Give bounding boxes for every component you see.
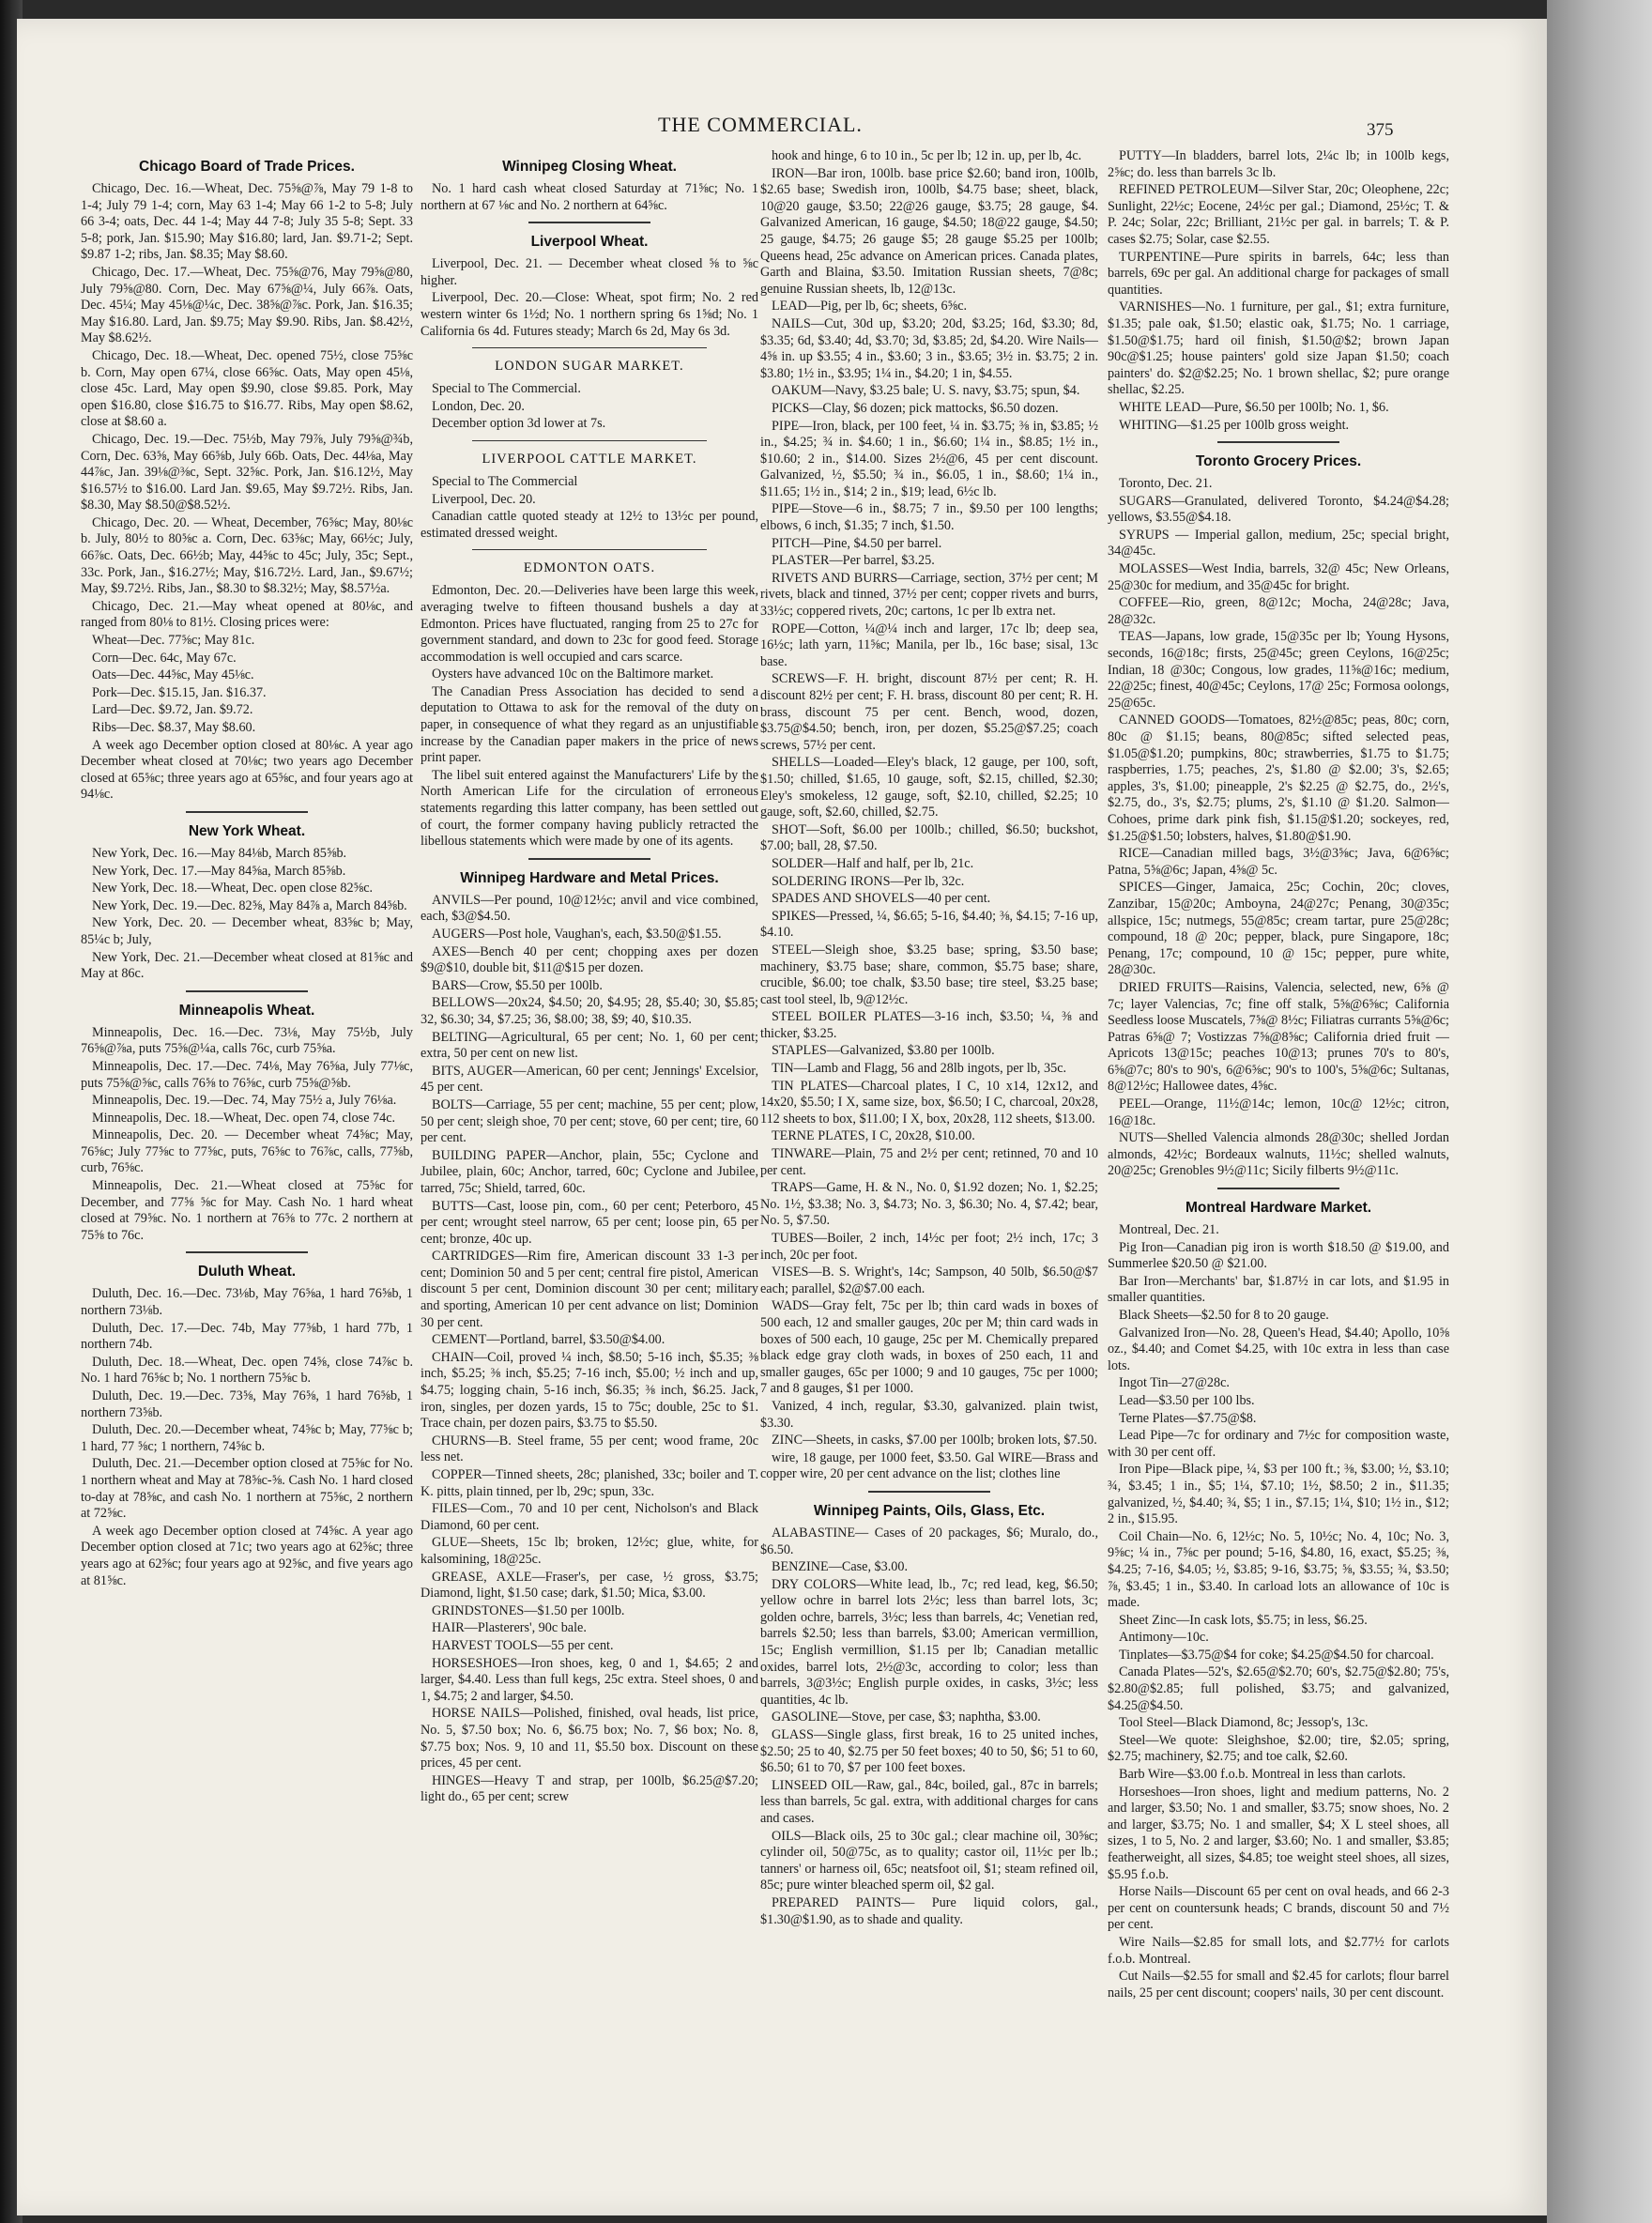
price-paragraph: CARTRIDGES—Rim fire, American discount 33 1-3 per cent; Dominion 50 and 5 per cent; central fire pistol, American discount 5 per cent, Dominion discount 30 per cent; military and sporting, American 10 per cent advance on list; Dominion 30 per cent. (421, 1249, 758, 1330)
price-paragraph: SOLDER—Half and half, per lb, 21c. (772, 855, 974, 871)
price-paragraph: SUGARS—Granulated, delivered Toronto, $4.24@$4.28; yellows, $3.55@$4.18. (1108, 493, 1449, 526)
price-paragraph: CANNED GOODS—Tomatoes, 82½@85c; peas, 80c; corn, 80c @ $1.15; beans, 80@85c; sifted selected peas, $1.05@$1.20; pumpkins, 80c; strawberries, $1.75 to $1.75; raspberries, 1.75; peaches, 2's, $1.80 @ $2.00; 3's, $2.65; apples, 3's, $1.00; pineapple, 2's $2.25 @ $2.75, do., 2½'s, $2.75, do., 3's, $2.75; plums, 2's, $1.10 @ $1.20. Salmon—Cohoes, prime dark pink fish, $1.15@$1.20; sockeyes, red, $1.25@$1.50; lobsters, halves, $1.80@$1.90. (1108, 713, 1449, 844)
price-paragraph: Galvanized Iron—No. 28, Queen's Head, $4.40; Apollo, 10⅝ oz., $4.40; and Comet $4.25, with 10c extra in less than case lots. (1108, 1325, 1449, 1373)
price-paragraph: BUTTS—Cast, loose pin, com., 60 per cent; Peterboro, 45 per cent; wrought steel narrow, 65 per cent; loose pin, 65 per cent; bronze, 40c up. (421, 1198, 758, 1247)
price-paragraph: GLUE—Sheets, 15c lb; broken, 12½c; glue, white, for kalsomining, 18@25c. (421, 1535, 758, 1567)
price-paragraph: Tool Steel—Black Diamond, 8c; Jessop's, 13c. (1119, 1715, 1369, 1731)
price-paragraph: Lard—Dec. $9.72, Jan. $9.72. (92, 702, 253, 718)
price-paragraph: Wheat—Dec. 77⅝c; May 81c. (92, 633, 255, 649)
price-paragraph: VISES—B. S. Wright's, 14c; Sampson, 40 50lb, $6.50@$7 each; parallel, $2@$7.00 each. (760, 1265, 1098, 1296)
price-paragraph: BELLOWS—20x24, $4.50; 20, $4.95; 28, $5.40; 30, $5.85; 32, $6.30; 34, $7.25; 36, $8.00; 38, $9; 40, $10.35. (421, 995, 758, 1027)
section-heading: Liverpool Wheat. (530, 234, 649, 251)
price-paragraph: Duluth, Dec. 20.—December wheat, 74⅝c b; May, 77⅝c b; 1 hard, 77 ⅝c; 1 northern, 74⅝c b. (81, 1422, 413, 1454)
price-paragraph: Corn—Dec. 64c, May 67c. (92, 650, 237, 666)
price-paragraph: HARVEST TOOLS—55 per cent. (432, 1637, 614, 1653)
price-paragraph: HORSESHOES—Iron shoes, keg, 0 and 1, $4.65; 2 and larger, $4.40. Less than full kegs, 25c extra. Steel shoes, 0 and 1, $4.75; 2 and larger, $4.50. (421, 1655, 758, 1704)
price-paragraph: SYRUPS — Imperial gallon, medium, 25c; special bright, 34@45c. (1108, 527, 1449, 560)
price-paragraph: Minneapolis, Dec. 21.—Wheat closed at 75⅝c for December, and 77⅝ ⅝c for May. Cash No. 1 hard wheat closed at 79⅝c. No. 1 northern at 76⅝ to 77c. 2 northern at 75⅝ to 76c. (81, 1178, 413, 1243)
price-paragraph: NUTS—Shelled Valencia almonds 28@30c; shelled Jordan almonds, 42½c; Bordeaux walnuts, 11½c; shelled walnuts, 20@25c; Grenobles 9½@11c; Sicily filberts 9½@11c. (1108, 1130, 1449, 1179)
price-paragraph: PICKS—Clay, $6 dozen; pick mattocks, $6.50 dozen. (772, 400, 1059, 416)
price-paragraph: WADS—Gray felt, 75c per lb; thin card wads in boxes of 500 each, 12 and smaller gauges, 20c per M; thin card wads in boxes of 500 each, 10 gauge, 25c per M. Chemically prepared black edge gray cloth wads, in boxes of 250 each, 11 and smaller gauges, 65c per 1000; 9 and 10 gauges, 75c per 1000; 7 and 8 gauges, $1 per 1000. (760, 1298, 1098, 1397)
section-heading: Duluth Wheat. (197, 1264, 297, 1280)
price-paragraph: Chicago, Dec. 16.—Wheat, Dec. 75⅝@⅞, May 79 1-8 to 1-4; July 79 1-4; corn, May 63 1-4; May 66 1-2 to 5-8; July 66 3-4; oats, Dec. 44 1-4; May 44 7-8; July 35 5-8; Sept. 33 5-8; pork, Jan. $15.90; May $16.80; lard, Jan. $9.71-2; Sept. $9.87 1-2; ribs, Jan. $8.35; May $8.60. (81, 181, 413, 263)
price-paragraph: PREPARED PAINTS— Pure liquid colors, gal., $1.30@$1.90, as to shade and quality. (760, 1894, 1098, 1927)
price-paragraph: STEEL BOILER PLATES—3-16 inch, $3.50; ¼, ⅜ and thicker, $3.25. (760, 1009, 1098, 1041)
price-paragraph: GLASS—Single glass, first break, 16 to 25 united inches, $2.50; 25 to 40, $2.75 per 50 feet boxes; 40 to 50, $6; 51 to 60, $6.50; 61 to 70, $7 per 100 feet boxes. (760, 1727, 1098, 1776)
price-paragraph: Liverpool, Dec. 21. — December wheat closed ⅝ to ⅝c higher. (421, 256, 758, 288)
price-paragraph: Duluth, Dec. 18.—Wheat, Dec. open 74⅝, close 74⅞c b. No. 1 hard 76⅝c b; No. 1 northern 75⅝c b. (81, 1354, 413, 1387)
price-paragraph: TEAS—Japans, low grade, 15@35c per lb; Young Hysons, seconds, 16@18c; firsts, 25@45c; green Ceylons, 16@25c; Indian, 18 @30c; Congous, low grades, 11⅝@16c; medium, 22@25c; finest, 40@45c; Ceylons, 17@ 25c; Formosa oolongs, 25@65c. (1108, 629, 1449, 711)
price-paragraph: BENZINE—Case, $3.00. (772, 1559, 909, 1575)
price-paragraph: Lead Pipe—7c for ordinary and 7½c for composition waste, with 30 per cent off. (1108, 1428, 1449, 1460)
price-paragraph: PITCH—Pine, $4.50 per barrel. (772, 535, 942, 551)
price-paragraph: TUBES—Boiler, 2 inch, 14½c per foot; 2½ inch, 17c; 3 inch, 20c per foot. (760, 1231, 1098, 1263)
price-paragraph: Canadian cattle quoted steady at 12½ to 13½c per pound, estimated dressed weight. (421, 509, 758, 541)
price-paragraph: Chicago, Dec. 19.—Dec. 75½b, May 79⅞, July 79⅝@¾b, Corn, Dec. 63⅝, May 66⅝b, July 66b. Oats, Dec. 44⅛a, May 44⅞c, Jan. 39⅛@⅜c, Sept. 32⅝c. Pork, Jan. $16.12½, May $16.57½ to $16.00. Lard Jan. $9.65, May $9.72½. Ribs, Jan. $8.30, May $8.50@$8.52½. (81, 431, 413, 514)
price-paragraph: Chicago, Dec. 18.—Wheat, Dec. opened 75½, close 75⅝c b. Corn, May open 67¼, close 66⅝c. Oats, May open 45⅛, close 45c. Lard, May open $9.90, close $9.85. Pork, May open $16.80, close $16.75 to $16.77. Ribs, May open $8.62, close at $8.60 a. (81, 347, 413, 430)
price-paragraph: COFFEE—Rio, green, 8@12c; Mocha, 24@28c; Java, 28@32c. (1108, 595, 1449, 627)
price-paragraph: Coil Chain—No. 6, 12½c; No. 5, 10½c; No. 4, 10c; No. 3, 9⅝c; ¼ in., 7⅝c per pound; 5-16, $4.80, 16, exact, $5.25; ⅜, $4.25; 7-16, $4.05; ½, $3.85; 9-16, $3.75; ⅝, $3.55; ¾, $3.50; ⅞, $3.45; 1 in., $3.40. In carload lots an allowance of 10c is made. (1108, 1528, 1449, 1611)
price-paragraph: MOLASSES—West India, barrels, 32@ 45c; New Orleans, 25@30c for medium, and 35@45c for bright. (1108, 561, 1449, 593)
price-paragraph: London, Dec. 20. (432, 398, 525, 414)
price-paragraph: Minneapolis, Dec. 16.—Dec. 73⅛, May 75½b, July 76⅝@⅞a, puts 75⅝@¼a, calls 76c, curb 75⅝a. (81, 1024, 413, 1057)
price-paragraph: SHOT—Soft, $6.00 per 100lb.; chilled, $6.50; buckshot, $7.00; ball, 28, $7.50. (760, 821, 1098, 854)
price-paragraph: BELTING—Agricultural, 65 per cent; No. 1, 60 per cent; extra, 50 per cent on new list. (421, 1029, 758, 1062)
price-paragraph: New York, Dec. 19.—Dec. 82⅝, May 84⅞ a, March 84⅝b. (92, 897, 407, 913)
section-divider (186, 990, 308, 992)
section-divider (186, 1251, 308, 1253)
price-paragraph: Liverpool, Dec. 20. (432, 491, 536, 507)
price-paragraph: Chicago, Dec. 17.—Wheat, Dec. 75⅝@76, May 79⅝@80, July 79⅝@80. Corn, Dec. May 67⅝@¼, July 66⅞. Oats, Dec. 45¼; May 45⅛@¼c, Dec. 38⅝@⅞c. Pork, Jan. $16.35; May $16.80. Lard, Jan. $9.75; May $9.90. Ribs, Jan. $8.42½, May $8.62½. (81, 264, 413, 346)
price-paragraph: PEEL—Orange, 11½@14c; lemon, 10c@ 12½c; citron, 16@18c. (1108, 1096, 1449, 1128)
price-paragraph: Duluth, Dec. 17.—Dec. 74b, May 77⅝b, 1 hard 77b, 1 northern 74b. (81, 1320, 413, 1353)
price-paragraph: DRY COLORS—White lead, lb., 7c; red lead, keg, $6.50; yellow ochre in barrel lots 2½c; less than barrel lots, 3c; golden ochre, barrels, 3½c; less than barrels, 4c; Venetian red, barrels $2.50; less than barrels, $3.00; American vermillion, 15c; English vermillion, $1.15 per lb; Canadian metallic oxides, barrel lots, 2½@3c, according to color; less than barrels, 3@3½c; English purple oxides, in casks, 3½c; less quantities, 4c lb. (760, 1576, 1098, 1708)
price-paragraph: Minneapolis, Dec. 19.—Dec. 74, May 75½ a, July 76⅛a. (92, 1093, 397, 1109)
price-paragraph: SPICES—Ginger, Jamaica, 25c; Cochin, 20c; cloves, Zanzibar, 15@20c; Amboyna, 24@27c; Penang, 30@35c; allspice, 15c; nutmegs, 55@85c; cream tartar, pure 25@28c; compound, 18 @ 20c; pepper, black, pure Singapore, 18c; Penang, 17c; compound, 10 @ 15c; pepper, pure white, 28@30c. (1108, 880, 1449, 978)
price-paragraph: OILS—Black oils, 25 to 30c gal.; clear machine oil, 30⅝c; cylinder oil, 50@75c, as to quality; castor oil, 11½c per lb.; tanners' or harness oil, 65c; neatsfoot oil, $1; steam refined oil, 85c; pure winter bleached sperm oil, $2 gal. (760, 1828, 1098, 1893)
price-paragraph: TRAPS—Game, H. & N., No. 0, $1.92 dozen; No. 1, $2.25; No. 1½, $3.38; No. 3, $4.73; No. 3, $6.30; No. 4, $7.42; bear, No. 5, $7.50. (760, 1180, 1098, 1229)
price-paragraph: RIVETS AND BURRS—Carriage, section, 37½ per cent; M rivets, black and tinned, 37½ per cent; copper rivets and burrs, 33½c; coppered rivets, 20c; cartons, 1c per lb extra net. (760, 570, 1098, 620)
price-paragraph: DRIED FRUITS—Raisins, Valencia, selected, new, 6⅝ @ 7c; layer Valencias, 7c; fine off stalk, 5⅝@6⅝c; California Seedless loose Muscatels, 7⅝@ 8½c; Filiatras currants 5⅝@6c; Patras 6⅝@ 7; Vostizzas 7⅝@8⅝c; California dried fruit —Apricots 13@15c; peaches 10@13; prunes 70's to 80's, 6⅝@7c; 80's to 90's, 6@6⅝c; 90's to 100's, 5⅝@6c; Sultanas, 8@12½c; Hallowee dates, 4⅝c. (1108, 979, 1449, 1095)
price-paragraph: LEAD—Pig, per lb, 6c; sheets, 6⅝c. (772, 299, 968, 314)
price-paragraph: PIPE—Stove—6 in., $8.75; 7 in., $9.50 per 100 lengths; elbows, 6 inch, $1.35; 7 inch, $1.50. (760, 501, 1098, 534)
price-paragraph: wire, 18 gauge, per 1000 feet, $3.50. Gal WIRE—Brass and copper wire, 20 per cent advance on the list; clothes line (760, 1449, 1098, 1482)
price-paragraph: TIN PLATES—Charcoal plates, I C, 10 x14, 12x12, and 14x20, $5.50; I X, same size, box, $6.50; I C, charcoal, 20x28, 112 sheets to box, $11.00; I X, box, 20x28, 112 sheets, $13.00. (760, 1078, 1098, 1127)
price-paragraph: CEMENT—Portland, barrel, $3.50@$4.00. (432, 1332, 665, 1348)
price-paragraph: No. 1 hard cash wheat closed Saturday at 71⅝c; No. 1 northern at 67 ⅛c and No. 2 northern at 64⅝c. (421, 181, 758, 213)
price-paragraph: TERNE PLATES, I C, 20x28, $10.00. (772, 1128, 975, 1144)
price-paragraph: AUGERS—Post hole, Vaughan's, each, $3.50@$1.55. (432, 927, 722, 942)
price-paragraph: WHITE LEAD—Pure, $6.50 per 100lb; No. 1, $6. (1119, 399, 1389, 415)
price-paragraph: CHAIN—Coil, proved ¼ inch, $8.50; 5-16 inch, $5.35; ⅜ inch, $5.25; ⅜ inch, $5.25; 7-16 inch, $5.00; ½ inch and up, $4.75; logging chain, 5-16 inch, $6.35; ⅜ inch, $6.25. Jack, iron, singles, per dozen yards, 15 to 75c; double, 25c to $1. Trace chain, per dozen pairs, $3.75 to $5.50. (421, 1349, 758, 1432)
price-paragraph: Antimony—10c. (1119, 1630, 1209, 1646)
price-paragraph: Chicago, Dec. 20. — Wheat, December, 76⅝c; May, 80⅛c b. July, 80½ to 80⅝c a. Corn, Dec. 63⅝c; May, 66½c; July, 66⅞c. Oats, Dec. 66½b; May, 44⅝c to 45c; July, 35c; Sept., 33c. Pork, Jan., $16.27½; May, $16.72½. Lard, Jan., $9.67½; May, $9.72½. Ribs, Jan., $8.30 to $8.32½; May, $8.57½a. (81, 514, 413, 597)
section-heading: Montreal Hardware Market. (1185, 1200, 1372, 1217)
price-paragraph: SPADES AND SHOVELS—40 per cent. (772, 891, 991, 907)
price-paragraph: New York, Dec. 18.—Wheat, Dec. open close 82⅝c. (92, 881, 374, 897)
price-paragraph: Minneapolis, Dec. 20. — December wheat 74⅝c; May, 76⅝c; July 77⅝c to 77⅝c, puts, 76⅝c to 76⅞c, calls, 77⅝b, curb, 76⅝c. (81, 1127, 413, 1176)
price-paragraph: Chicago, Dec. 21.—May wheat opened at 80⅛c, and ranged from 80⅛ to 81½. Closing prices were: (81, 598, 413, 631)
price-paragraph: IRON—Bar iron, 100lb. base price $2.60; band iron, 100lb, $2.65 base; Swedish iron, 100lb, $4.75 base; sheet, black, 10@20 gauge, $3.50; 22@26 gauge, $3.75; 28 gauge, $4. Galvanized American, 16 gauge, $4.50; 18@22 gauge, $4.50; 25 gauge, $4.75; 26 gauge $5; 28 gauge $5.25 per 100lb; Queens head, 25c advance on American prices. Canada plates, Garth and Blaina, $3.50. Imitation Russian sheets, 7@8c; genuine Russian sheets, lb, 12@13c. (760, 165, 1098, 297)
running-title: THE COMMERCIAL. (658, 113, 863, 136)
price-paragraph: Wire Nails—$2.85 for small lots, and $2.77½ for carlots f.o.b. Montreal. (1108, 1934, 1449, 1967)
price-paragraph: TINWARE—Plain, 75 and 2½ per cent; retinned, 70 and 10 per cent. (760, 1146, 1098, 1178)
price-paragraph: ROPE—Cotton, ¼@¼ inch and larger, 17c lb; deep sea, 16½c; lath yarn, 11⅝c; Manila, per lb., 16c base; sisal, 13c base. (760, 621, 1098, 669)
price-paragraph: BUILDING PAPER—Anchor, plain, 55c; Cyclone and Jubilee, plain, 60c; Anchor, tarred, 60c; Cyclone and Jubilee, tarred, 75c; Shield, tarred, 60c. (421, 1147, 758, 1196)
price-paragraph: hook and hinge, 6 to 10 in., 5c per lb; 12 in. up, per lb, 4c. (772, 148, 1082, 163)
price-paragraph: BOLTS—Carriage, 55 per cent; machine, 55 per cent; plow, 50 per cent; sleigh shoe, 70 per cent; stove, 60 per cent; tire, 60 per cent. (421, 1096, 758, 1146)
page-number: 375 (1367, 120, 1394, 140)
section-heading: Toronto Grocery Prices. (1195, 453, 1362, 470)
price-paragraph: Special to The Commercial (432, 473, 578, 489)
price-paragraph: TIN—Lamb and Flagg, 56 and 28lb ingots, per lb, 35c. (772, 1061, 1067, 1077)
price-paragraph: Toronto, Dec. 21. (1119, 476, 1213, 492)
price-paragraph: WHITING—$1.25 per 100lb gross weight. (1119, 417, 1350, 433)
price-paragraph: The libel suit entered against the Manufacturers' Life by the North American Life for the circulation of erroneous statements regarding this latter company, has been settled out of court, the former company having publicly retracted the libellous statements which were made by one of its agents. (421, 767, 758, 850)
price-paragraph: HAIR—Plasterers', 90c bale. (432, 1620, 587, 1636)
price-paragraph: Iron Pipe—Black pipe, ¼, $3 per 100 ft.; ⅜, $3.00; ½, $3.10; ¾, $3.45; 1 in., $5; 1¼, $7.10; 1½, $8.50; 2 in., $11.35; galvanized, ½, $4.40; ¾, $5; 1 in., $7.15; 1¼, $10; 1½ in., $12; 2 in., $15.95. (1108, 1462, 1449, 1527)
price-paragraph: CHURNS—B. Steel frame, 55 per cent; wood frame, 20c less net. (421, 1433, 758, 1465)
price-paragraph: New York, Dec. 20. — December wheat, 83⅝c b; May, 85¼c b; July, (81, 915, 413, 947)
price-paragraph: SCREWS—F. H. bright, discount 87½ per cent; R. H. discount 82½ per cent; F. H. brass, discount 80 per cent; R. H. brass, discount 75 per cent. Bench, wood, dozen, $3.75@$4.50; bench, iron, per dozen, $5.25@$7.25; coach screws, 57½ per cent. (760, 671, 1098, 753)
price-paragraph: FILES—Com., 70 and 10 per cent, Nicholson's and Black Diamond, 60 per cent. (421, 1501, 758, 1533)
price-paragraph: NAILS—Cut, 30d up, $3.20; 20d, $3.25; 16d, $3.30; 8d, $3.35; 6d, $3.40; 4d, $3.70; 3d, $3.85; 2d, $4.20. Wire Nails—4⅝ in. up $3.55; 4 in., $3.60; 3 in., $3.65; 3½ in. $3.75; 2 in. $3.80; 1½ in., $3.95; 1¼ in., $4.20; 1 in, $4.55. (760, 315, 1098, 381)
price-paragraph: PUTTY—In bladders, barrel lots, 2¼c lb; in 100lb kegs, 2⅝c; do. less than barrels 3c lb. (1108, 148, 1449, 180)
section-divider (472, 549, 707, 550)
price-paragraph: AXES—Bench 40 per cent; chopping axes per dozen $9@$10, double bit, $11@$15 per dozen. (421, 943, 758, 976)
column-2 (421, 148, 758, 1807)
price-paragraph: ZINC—Sheets, in casks, $7.00 per 100lb; broken lots, $7.50. (772, 1433, 1097, 1449)
price-paragraph: Minneapolis, Dec. 18.—Wheat, Dec. open 74, close 74c. (92, 1110, 396, 1126)
price-paragraph: Bar Iron—Merchants' bar, $1.87½ in car lots, and $1.95 in smaller quantities. (1108, 1273, 1449, 1306)
price-paragraph: STAPLES—Galvanized, $3.80 per 100lb. (772, 1043, 995, 1059)
price-paragraph: SPIKES—Pressed, ¼, $6.65; 5-16, $4.40; ⅜, $4.15; 7-16 up, $4.10. (760, 908, 1098, 941)
price-paragraph: GRINDSTONES—$1.50 per 100lb. (432, 1602, 625, 1618)
price-paragraph: ALABASTINE— Cases of 20 packages, $6; Muralo, do., $6.50. (760, 1525, 1098, 1557)
price-paragraph: Canada Plates—52's, $2.65@$2.70; 60's, $2.75@$2.80; 75's, $2.80@$2.85; full polished, $3.75; and galvanized, $4.25@$4.50. (1108, 1664, 1449, 1713)
section-divider (1217, 1188, 1339, 1189)
price-paragraph: HORSE NAILS—Polished, finished, oval heads, list price, No. 5, $7.50 box; No. 6, $6.75 box; No. 7, $6 box; No. 8, $7.75 box; Nos. 9, 10 and 11, $5.50 box. Discount on these prices, 45 per cent. (421, 1706, 758, 1771)
section-divider (868, 1491, 990, 1493)
price-paragraph: Oysters have advanced 10c on the Baltimore market. (432, 667, 714, 682)
section-heading: Minneapolis Wheat. (178, 1002, 315, 1019)
price-paragraph: Sheet Zinc—In cask lots, $5.75; in less, $6.25. (1119, 1612, 1368, 1628)
price-paragraph: Horseshoes—Iron shoes, light and medium patterns, No. 2 and larger, $3.50; No. 1 and smaller, $3.75; snow shoes, No. 2 and larger, $3.75; No. 1 and smaller, $4; X L steel shoes, all sizes, 1 to 5, No. 2 and larger, $3.60; No. 1 and smaller, $3.85; featherweight, all sizes, $4.85; toe weight steel shoes, all sizes, $5.95 f.o.b. (1108, 1784, 1449, 1882)
price-paragraph: A week ago December option closed at 74⅝c. A year ago December option closed at 71c; two years ago at 62⅝c; three years ago at 62⅝c; four years ago at 92⅝c, and five years ago at 81⅝c. (81, 1523, 413, 1588)
section-heading: Chicago Board of Trade Prices. (139, 159, 355, 175)
price-paragraph: GREASE, AXLE—Fraser's, per case, ½ gross, $3.75; Diamond, light, $1.50 case; dark, $1.50; Mica, $3.00. (421, 1569, 758, 1602)
section-divider (1217, 441, 1339, 443)
price-paragraph: Barb Wire—$3.00 f.o.b. Montreal in less than carlots. (1119, 1767, 1406, 1783)
section-heading: EDMONTON OATS. (523, 560, 656, 576)
price-paragraph: Duluth, Dec. 19.—Dec. 73⅝, May 76⅝, 1 hard 76⅝b, 1 northern 73⅝b. (81, 1388, 413, 1420)
price-paragraph: BITS, AUGER—American, 60 per cent; Jennings' Excelsior, 45 per cent. (421, 1063, 758, 1096)
price-paragraph: RICE—Canadian milled bags, 3½@3⅝c; Java, 6@6⅝c; Patna, 5⅝@6c; Japan, 4⅝@ 5c. (1108, 846, 1449, 878)
price-paragraph: Duluth, Dec. 16.—Dec. 73⅛b, May 76⅝a, 1 hard 76⅝b, 1 northern 73⅛b. (81, 1286, 413, 1319)
price-paragraph: Liverpool, Dec. 20.—Close: Wheat, spot firm; No. 2 red western winter 6s 1½d; No. 1 northern spring 6s 1⅝d; No. 1 California 6s 4d. Futures steady; March 6s 2d, May 6s 3d. (421, 290, 758, 339)
price-paragraph: REFINED PETROLEUM—Silver Star, 20c; Oleophene, 22c; Sunlight, 22½c; Eocene, 24½c per gal.; Diamond, 25½c; T. & P. 24c; Solar, 22c; Brilliant, 21½c per gal. in barrels; T. & P. cases $2.75; Solar, case $2.55. (1108, 182, 1449, 247)
section-heading: Winnipeg Closing Wheat. (502, 159, 677, 175)
column-3 (760, 148, 1098, 1929)
price-paragraph: BARS—Crow, $5.50 per 100lb. (432, 977, 603, 993)
price-paragraph: STEEL—Sleigh shoe, $3.25 base; spring, $3.50 base; machinery, $3.75 base; share, common, $5.75 base; share, crucible, $6.00; toe chalk, $3.50 base; tire steel, $3.25 base; cast tool steel, lb, 9@12½c. (760, 942, 1098, 1007)
price-paragraph: New York, Dec. 17.—May 84⅝a, March 85⅝b. (92, 863, 346, 879)
price-paragraph: Pork—Dec. $15.15, Jan. $16.37. (92, 684, 267, 700)
price-paragraph: A week ago December option closed at 80⅛c. A year ago December wheat closed at 70⅛c; two years ago December closed at 65⅝c; three years ago at 65⅝c, and four years ago at 94⅛c. (81, 737, 413, 803)
price-paragraph: TURPENTINE—Pure spirits in barrels, 64c; less than barrels, 69c per gal. An additional charge for packages of small quantities. (1108, 249, 1449, 298)
price-paragraph: Cut Nails—$2.55 for small and $2.45 for carlots; flour barrel nails, 25 per cent discount; coopers' nails, 30 per cent discount. (1108, 1969, 1449, 2001)
price-paragraph: PIPE—Iron, black, per 100 feet, ¼ in. $3.75; ⅜ in, $3.85; ½ in., $4.25; ¾ in. $4.60; 1 in., $6.60; 1¼ in., $8.85; 1½ in., $10.60; 2 in., $14.00. Sizes 2½@6, 45 per cent discount. Galvanized, ½, $5.50; ¾ in., $6.05, 1 in., $8.60; 1¼ in., $11.65; 1½ in., $14; 2 in., $19; lead, 6½c lb. (760, 418, 1098, 499)
price-paragraph: SOLDERING IRONS—Per lb, 32c. (772, 873, 965, 889)
price-paragraph: Steel—We quote: Sleighshoe, $2.00; tire, $2.05; spring, $2.75; machinery, $2.75; and toe calk, $2.60. (1108, 1732, 1449, 1765)
price-paragraph: Montreal, Dec. 21. (1119, 1222, 1219, 1238)
price-paragraph: Ingot Tin—27@28c. (1119, 1375, 1230, 1391)
price-paragraph: New York, Dec. 21.—December wheat closed at 81⅝c and May at 86c. (81, 949, 413, 982)
price-paragraph: PLASTER—Per barrel, $3.25. (772, 553, 935, 569)
section-divider (472, 347, 707, 348)
price-paragraph: The Canadian Press Association has decided to send a deputation to Ottawa to ask for the removal of the duty on paper, in consequence of what they regard as an unjustifiable increase by the Canadian paper makers in the price of news print paper. (421, 683, 758, 766)
price-paragraph: HINGES—Heavy T and strap, per 100lb, $6.25@$7.20; light do., 65 per cent; screw (421, 1772, 758, 1805)
price-paragraph: December option 3d lower at 7s. (432, 416, 606, 432)
price-paragraph: LINSEED OIL—Raw, gal., 84c, boiled, gal., 87c in barrels; less than barrels, 5c gal. extra, with additional charges for cans and cases. (760, 1777, 1098, 1826)
price-paragraph: GASOLINE—Stove, per case, $3; naphtha, $3.00. (772, 1709, 1041, 1725)
price-paragraph: Tinplates—$3.75@$4 for coke; $4.25@$4.50 for charcoal. (1119, 1647, 1434, 1663)
section-divider (528, 858, 650, 860)
section-divider (528, 222, 650, 223)
price-paragraph: Duluth, Dec. 21.—December option closed at 75⅝c for No. 1 northern wheat and May at 78⅝c-⅝. Cash No. 1 hard closed to-day at 78⅝c, and cash No. 1 northern at 75⅝c, 2 northern at 72⅝c. (81, 1456, 413, 1522)
price-paragraph: Horse Nails—Discount 65 per cent on oval heads, and 66 2-3 per cent on countersunk heads; C brands, discount 50 and 7½ per cent. (1108, 1884, 1449, 1933)
price-paragraph: New York, Dec. 16.—May 84⅛b, March 85⅝b. (92, 845, 347, 861)
price-paragraph: ANVILS—Per pound, 10@12½c; anvil and vice combined, each, $3@$4.50. (421, 892, 758, 925)
price-paragraph: Black Sheets—$2.50 for 8 to 20 gauge. (1119, 1308, 1329, 1323)
price-paragraph: SHELLS—Loaded—Eley's black, 12 gauge, per 100, soft, $1.50; chilled, $1.65, 10 gauge, soft, $2.15, chilled, $2.30; Eley's smokeless, 12 gauge, soft, $2.10, chilled, $2.25; 10 gauge, soft, $2.60, chilled, $2.75. (760, 755, 1098, 820)
price-paragraph: OAKUM—Navy, $3.25 bale; U. S. navy, $3.75; spun, $4. (772, 383, 1080, 399)
price-paragraph: Lead—$3.50 per 100 lbs. (1119, 1392, 1255, 1408)
price-paragraph: Minneapolis, Dec. 17.—Dec. 74⅛, May 76⅝a, July 77⅛c, puts 75⅝@⅝c, calls 76⅝ to 76⅝c, curb 75⅝@⅝b. (81, 1058, 413, 1091)
section-heading: Winnipeg Hardware and Metal Prices. (460, 869, 719, 886)
price-paragraph: COPPER—Tinned sheets, 28c; planished, 33c; boiler and T. K. pitts, plain tinned, per lb, 29c; spun, 33c. (421, 1467, 758, 1499)
price-paragraph: Edmonton, Dec. 20.—Deliveries have been large this week, averaging twelve to fifteen thousand bushels a day at Edmonton. Prices have fluctuated, ranging from 25 to 27c for government standard, and down to 23c for good feed. Storage accommodation is well occupied and cars scarce. (421, 583, 758, 665)
section-heading: LIVERPOOL CATTLE MARKET. (482, 451, 697, 467)
column-4 (1108, 148, 1449, 2002)
section-divider (186, 811, 308, 813)
price-paragraph: Special to The Commercial. (432, 381, 581, 397)
price-paragraph: VARNISHES—No. 1 furniture, per gal., $1; extra furniture, $1.35; pale oak, $1.50; elastic oak, $1.75; No. 1 carriage, $1.50@$1.75; hard oil finish, $1.50@$2; brown Japan 90c@$1.25; house painters' gold size Japan $1.50; coach painters' do. $2@$2.25; No. 1 brown shellac, $2; pure orange shellac, $2.25. (1108, 299, 1449, 398)
price-paragraph: Ribs—Dec. $8.37, May $8.60. (92, 720, 256, 735)
section-heading: LONDON SUGAR MARKET. (495, 359, 684, 375)
section-divider (472, 440, 707, 441)
price-paragraph: Terne Plates—$7.75@$8. (1119, 1410, 1257, 1426)
section-heading: Winnipeg Paints, Oils, Glass, Etc. (813, 1502, 1046, 1519)
column-1 (81, 148, 413, 1590)
price-paragraph: Oats—Dec. 44⅝c, May 45⅛c. (92, 667, 254, 683)
price-paragraph: Pig Iron—Canadian pig iron is worth $18.50 @ $19.00, and Summerlee $20.50 @ $21.00. (1108, 1239, 1449, 1272)
section-heading: New York Wheat. (188, 822, 306, 839)
page-stack-edge (1547, 0, 1652, 2223)
price-paragraph: Vanized, 4 inch, regular, $3.30, galvanized. plain twist, $3.30. (760, 1398, 1098, 1431)
